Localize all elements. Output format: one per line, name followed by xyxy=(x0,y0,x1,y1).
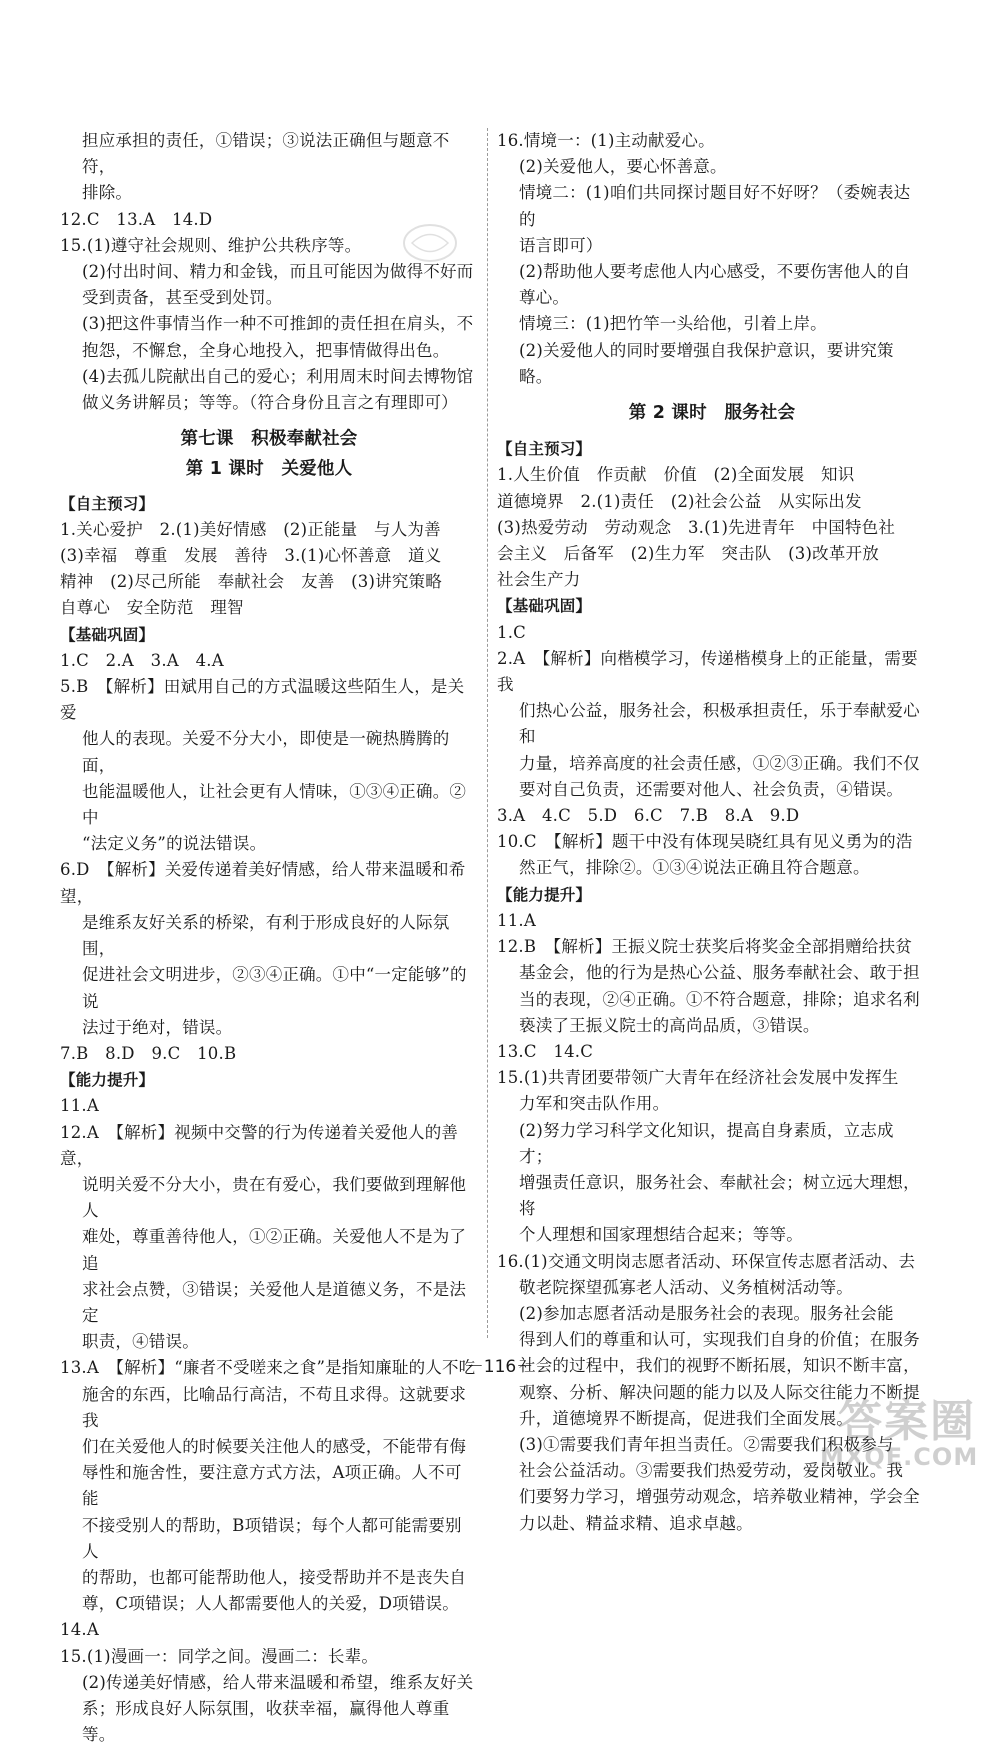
answer-line: 不接受别人的帮助，B项错误；每个人都可能需要别人 xyxy=(82,1515,462,1561)
answer-line: 社会生产力 xyxy=(497,570,581,590)
answer-line: 敬老院探望孤寡老人活动、义务植树活动等。 xyxy=(519,1277,853,1297)
answer-line: 得到人们的尊重和认可，实现我们自身的价值；在服务 xyxy=(519,1330,920,1350)
answer-line: 16.(1)交通文明岗志愿者活动、环保宣传志愿者活动、去 xyxy=(497,1251,916,1271)
preview-answers-2 xyxy=(497,462,927,593)
answer-line: 7.B 8.D 9.C 10.B xyxy=(60,1043,237,1063)
section-heading-ability: 【能力提升】 xyxy=(60,1071,155,1090)
preview-answers xyxy=(60,517,478,622)
section-heading-preview-2: 【自主预习】 xyxy=(497,440,592,459)
watermark-logo xyxy=(820,1385,990,1480)
answer-line: 情境二：(1)咱们共同探讨题目好不好呀？（委婉表达的 xyxy=(519,183,911,229)
answer-line: 受到责备，甚至受到处罚。 xyxy=(82,288,283,308)
answer-line: 语言即可） xyxy=(519,235,603,255)
answer-line: 11.A xyxy=(497,910,536,930)
answer-line: 个人理想和国家理想结合起来；等等。 xyxy=(519,1225,803,1245)
answer-line: 法过于绝对，错误。 xyxy=(82,1017,233,1037)
answer-line: 施舍的东西，比喻品行高洁，不苟且求得。这就要求我 xyxy=(82,1384,467,1430)
answer-line: 道德境界 2.(1)责任 (2)社会公益 从实际出发 xyxy=(497,491,862,511)
answer-line: 的帮助，也都可能帮助他人，接受帮助并不是丧失自 xyxy=(82,1567,467,1587)
answer-line: (3)①需要我们青年担当责任。②需要我们积极参与 xyxy=(519,1434,894,1454)
answer-line: 16.情境一：(1)主动献爱心。 xyxy=(497,131,715,150)
answer-line: 抱怨，不懈怠，全身心地投入，把事情做得出色。 xyxy=(82,340,450,360)
answer-line: 也能温暖他人，让社会更有人情味，①③④正确。②中 xyxy=(82,781,467,828)
answer-line: 辱性和施舍性，要注意方式方法，A项正确。人不可能 xyxy=(82,1463,462,1509)
answer-line: 15.(1)遵守社会规则、维护公共秩序等。 xyxy=(60,235,362,255)
page-number: －116－ xyxy=(466,1357,534,1377)
answer-line: 职责，④错误。 xyxy=(82,1332,199,1352)
answer-line: 排除。 xyxy=(82,183,133,203)
answer-line: 1.C xyxy=(497,622,526,642)
answer-line: (2)参加志愿者活动是服务社会的表现。服务社会能 xyxy=(519,1303,894,1323)
answer-line: 们要努力学习，增强劳动观念，培养敬业精神，学会全 xyxy=(519,1487,920,1507)
right-column xyxy=(497,128,927,1537)
answer-line: (2)努力学习科学文化知识，提高自身素质，立志成才； xyxy=(519,1120,894,1166)
answer-line: 要对自己负责，还需要对他人、社会负责，④错误。 xyxy=(519,779,904,799)
left-top-answers xyxy=(60,128,478,416)
answer-line: 12.B 【解析】王振义院士获奖后将奖金全部捐赠给扶贫 xyxy=(497,937,913,957)
answer-line: 社会公益活动。③需要我们热爱劳动，爱岗敬业。我 xyxy=(519,1461,904,1481)
answer-line: 系；形成良好人际氛围，收获幸福，赢得他人尊重等。 xyxy=(82,1698,450,1745)
answer-line: 说明关爱不分大小，贵在有爱心，我们要做到理解他人 xyxy=(82,1174,467,1221)
section-heading-basic: 【基础巩固】 xyxy=(60,625,155,644)
answer-line: 们在关爱他人的时候要关注他人的感受，不能带有侮 xyxy=(82,1436,467,1456)
answer-line: 们热心公益，服务社会，积极承担责任，乐于奉献爱心和 xyxy=(519,701,920,747)
answer-line: 15.(1)漫画一：同学之间。漫画二：长辈。 xyxy=(60,1646,379,1666)
answer-line: 促进社会文明进步，②③④正确。①中“一定能够”的说 xyxy=(82,965,467,1011)
answer-line: (4)去孤儿院献出自己的爱心；利用周末时间去博物馆 xyxy=(82,366,474,386)
answer-line: 难处，尊重善待他人，①②正确。关爱他人不是为了追 xyxy=(82,1227,467,1273)
answer-line: 力军和突击队作用。 xyxy=(519,1094,670,1114)
answer-line: 11.A xyxy=(60,1096,99,1116)
answer-line: 自尊心 安全防范 理智 xyxy=(60,598,244,618)
answer-line: 1.人生价值 作贡献 价值 (2)全面发展 知识 xyxy=(497,465,855,485)
answer-line: (3)幸福 尊重 发展 善待 3.(1)心怀善意 道义 xyxy=(60,546,442,566)
answer-line: 会主义 后备军 (2)生力军 突击队 (3)改革开放 xyxy=(497,544,879,564)
answer-line: 做义务讲解员；等等。（符合身份且言之有理即可） xyxy=(82,393,458,413)
watermark-url: MXQE.COM xyxy=(820,1443,979,1471)
section-heading-ability-2: 【能力提升】 xyxy=(497,885,592,904)
answer-line: 基金会，他的行为是热心公益、服务奉献社会、敢于担 xyxy=(519,963,920,983)
answer-line: 情境三：(1)把竹竿一头给他，引着上岸。 xyxy=(519,314,827,334)
faint-stamp-icon xyxy=(400,218,460,268)
answer-line: 15.(1)共青团要带领广大青年在经济社会发展中发挥生 xyxy=(497,1068,899,1088)
column-divider xyxy=(487,128,488,1338)
answer-line: 亵渎了王振义院士的高尚品质，③错误。 xyxy=(519,1015,820,1035)
answer-line: 1.关心爱护 2.(1)美好情感 (2)正能量 与人为善 xyxy=(60,519,441,539)
answer-line: 6.D 【解析】关爱传递着美好情感，给人带来温暖和希望， xyxy=(60,860,466,906)
section-heading-basic-2: 【基础巩固】 xyxy=(497,597,592,616)
answer-line: (3)热爱劳动 劳动观念 3.(1)先进青年 中国特色社 xyxy=(497,517,896,537)
answer-line: 10.C 【解析】题干中没有体现吴晓红具有见义勇为的浩 xyxy=(497,832,913,852)
answer-line: 求社会点赞，③错误；关爱他人是道德义务，不是法定 xyxy=(82,1279,467,1325)
lesson-title: 第七课 积极奉献社会 xyxy=(180,429,358,450)
answer-line: 12.A 【解析】视频中交警的行为传递着关爱他人的善意， xyxy=(60,1122,459,1168)
answer-line: 12.C 13.A 14.D xyxy=(60,209,213,229)
answer-line: 13.C 14.C xyxy=(497,1041,594,1061)
answer-line: 增强责任意识，服务社会、奉献社会；树立远大理想，将 xyxy=(519,1172,920,1219)
answer-line: 13.A 【解析】“廉者不受嗟来之食”是指知廉耻的人不吃 xyxy=(60,1358,476,1378)
answer-line: (2)关爱他人，要心怀善意。 xyxy=(519,157,727,177)
answer-line: (2)关爱他人的同时要增强自我保护意识，要讲究策略。 xyxy=(519,340,894,386)
watermark-main: 答案圈 xyxy=(838,1396,976,1447)
answer-line: 然正气，排除②。①③④说法正确且符合题意。 xyxy=(519,858,870,878)
answer-line: 2.A 【解析】向楷模学习，传递楷模身上的正能量，需要我 xyxy=(497,648,918,695)
answer-line: 尊心。 xyxy=(519,288,570,308)
section-heading-preview: 【自主预习】 xyxy=(60,494,155,513)
answer-line: (3)把这件事情当作一种不可推卸的责任担在肩头，不 xyxy=(82,314,474,334)
answer-line: 14.A xyxy=(60,1620,99,1640)
period-title-1: 第 1 课时 关爱他人 xyxy=(185,459,353,480)
answer-line: (2)付出时间、精力和金钱，而且可能因为做得不好而 xyxy=(82,262,474,282)
answer-line: 观察、分析、解决问题的能力以及人际交往能力不断提 xyxy=(519,1382,920,1402)
answer-line: 力量，培养高度的社会责任感，①②③正确。我们不仅 xyxy=(519,753,920,773)
answer-line: 担应承担的责任，①错误；③说法正确但与题意不符， xyxy=(82,131,450,177)
basic-answers-2 xyxy=(497,620,927,882)
right-top-answers xyxy=(497,128,927,390)
answer-line: (2)传递美好情感，给人带来温暖和希望，维系友好关 xyxy=(82,1672,474,1692)
answer-line: 3.A 4.C 5.D 6.C 7.B 8.A 9.D xyxy=(497,806,800,826)
answer-line: 社会的过程中，我们的视野不断拓展，知识不断丰富， xyxy=(519,1356,920,1376)
ability-answers xyxy=(60,1093,478,1748)
answer-line: 尊，C项错误；人人都需要他人的关爱，D项错误。 xyxy=(82,1594,459,1614)
answer-line: “法定义务”的说法错误。 xyxy=(82,834,267,854)
answer-line: 他人的表现。关爱不分大小，即使是一碗热腾腾的面， xyxy=(82,729,450,775)
period-title-2: 第 2 课时 服务社会 xyxy=(628,403,796,424)
answer-line: 1.C 2.A 3.A 4.A xyxy=(60,650,224,670)
answer-line: 力以赴、精益求精、追求卓越。 xyxy=(519,1513,753,1533)
answer-line: 精神 (2)尽己所能 奉献社会 友善 (3)讲究策略 xyxy=(60,572,442,592)
answer-line: 5.B 【解析】田斌用自己的方式温暖这些陌生人，是关爱 xyxy=(60,677,465,723)
basic-answers xyxy=(60,648,478,1067)
answer-line: 当的表现，②④正确。①不符合题意，排除；追求名利 xyxy=(519,989,920,1009)
answer-line: 升，道德境界不断提高，促进我们全面发展。 xyxy=(519,1408,853,1428)
answer-line: (2)帮助他人要考虑他人内心感受，不要伤害他人的自 xyxy=(519,262,911,282)
answer-line: 是维系友好关系的桥梁，有利于形成良好的人际氛围， xyxy=(82,912,450,959)
left-column xyxy=(60,128,478,1748)
